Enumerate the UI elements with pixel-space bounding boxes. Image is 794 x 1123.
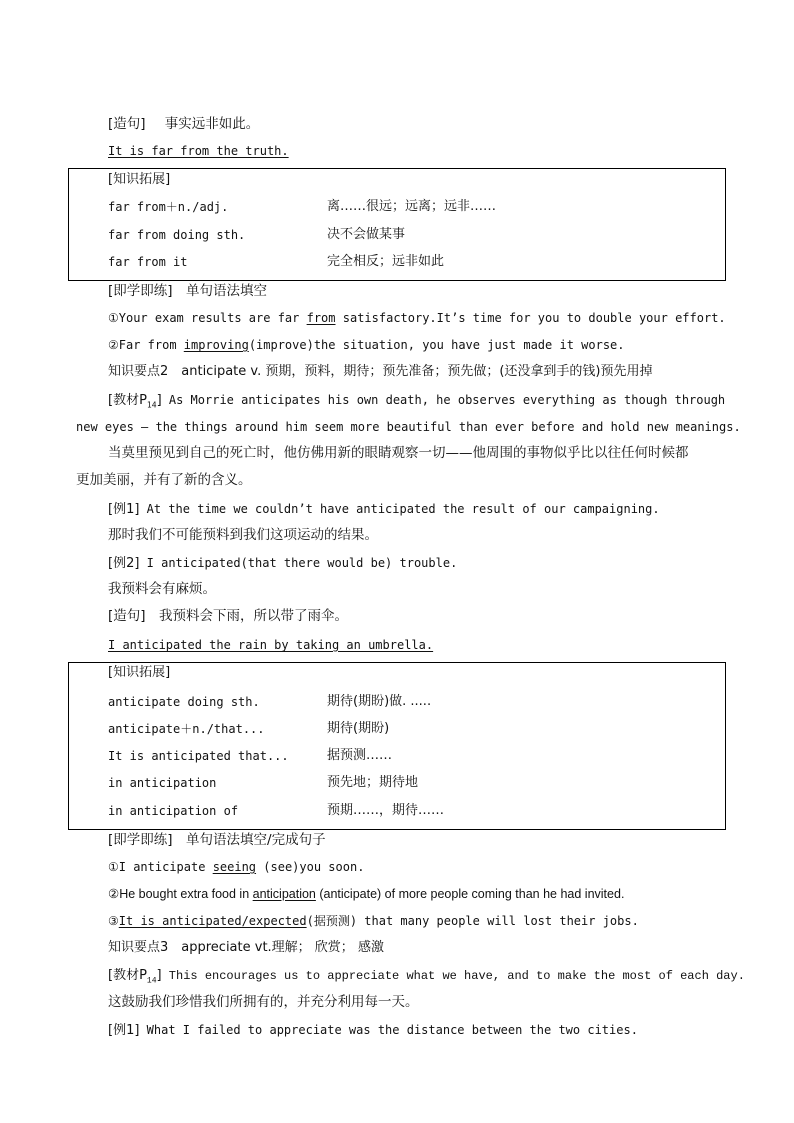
example-3-1: [例1] What I failed to appreciate was the distance between the two cities. [108,1023,638,1038]
box1-row-en: far from it [108,255,188,269]
prompt-zh: 事实远非如此。 [164,116,260,132]
box2-row-zh: 预先地；期待地 [327,775,419,790]
knowledge-point-3-title: 知识要点3 appreciate vt.理解； 欣赏； 感激 [108,940,384,955]
answer-1: It is far from the truth. [108,144,289,158]
textbook-quote: [教材$P_{14}$] As Morrie anticipates his own death, he observes everything as though through [108,393,726,410]
box2-row-zh: 期待(期盼) [327,721,390,736]
answer: from [306,311,336,325]
example-1: [例1] At the time we couldn’t have anticipated the result of our campaigning. [108,502,660,517]
sentence-making-1 [108,116,259,132]
box2-row-zh: 期待(期盼)做. ..... [327,694,432,709]
exercise-1-q2: ②Far from improving(improve)the situation, you have just made it worse. [108,338,625,352]
answer: anticipation [252,887,316,901]
textbook-quote-cont: new eyes — the things around him seem more beautiful than ever before and hold new meanings. [76,420,741,434]
box2-title: [知识拓展] [108,665,171,680]
box1-row-zh: 决不会做某事 [327,227,406,242]
textbook-translation-3: 这鼓励我们珍惜我们所拥有的，并充分利用每一天。 [108,994,419,1010]
box2-row-en: in anticipation of [108,804,239,818]
sentence-making-2: [造句] 我预料会下雨，所以带了雨伞。 [108,608,349,624]
label: [造句] [108,116,146,132]
exercise-1-q1: ①Your exam results are far from satisfactory.It’s time for you to double your effort. [108,311,726,325]
exercise-1-title: [即学即练] 单句语法填空 [108,283,268,299]
box2-row-en: anticipate doing sth. [108,695,260,709]
box2-row-en: anticipate＋n./that... [108,722,265,736]
box1-row-en: far from＋n./adj. [108,200,229,214]
box1-row-en: far from doing sth. [108,228,246,242]
exercise-2-q3: ③It is anticipated/expected(据预测) that many people will lost their jobs. [108,914,639,928]
box2-row-en: in anticipation [108,776,217,790]
example-2: [例2] I anticipated(that there would be) trouble. [108,556,458,571]
example-2-translation: 我预料会有麻烦。 [108,581,216,597]
box1-title: [知识拓展] [108,172,171,187]
answer: It is anticipated/expected [118,914,307,928]
box2-row-en: It is anticipated that... [108,749,289,763]
answer: seeing [212,860,257,874]
textbook-translation-cont: 更加美丽，并有了新的含义。 [76,472,252,488]
textbook-translation: 当莫里预见到自己的死亡时，他仿佛用新的眼睛观察一切——他周围的事物似乎比以往任何时候都 [108,445,689,461]
box1-row-zh: 离……很远；远离；远非…… [327,199,497,214]
knowledge-point-2-title: 知识要点2 anticipate v. 预期，预料，期待；预先准备；预先做；(还没拿到手的钱)预先用掉 [108,364,653,379]
exercise-2-q2: ②He bought extra food in anticipation (anticipate) of more people coming than he had invited. [108,887,625,901]
answer: improving [183,338,249,352]
box1-row-zh: 完全相反；远非如此 [327,254,445,269]
textbook-quote-3: [教材$P_{14}$] This encourages us to appreciate what we have, and to make the most of each day. [108,968,745,986]
box2-row-zh: 预期……，期待…… [327,803,445,818]
box2-row-zh: 据预测…… [327,748,393,763]
exercise-2-q1: ①I anticipate seeing (see)you soon. [108,860,365,874]
answer-2: I anticipated the rain by taking an umbrella. [108,638,434,652]
exercise-2-title: [即学即练] 单句语法填空/完成句子 [108,832,326,848]
example-1-translation: 那时我们不可能预料到我们这项运动的结果。 [108,527,378,543]
